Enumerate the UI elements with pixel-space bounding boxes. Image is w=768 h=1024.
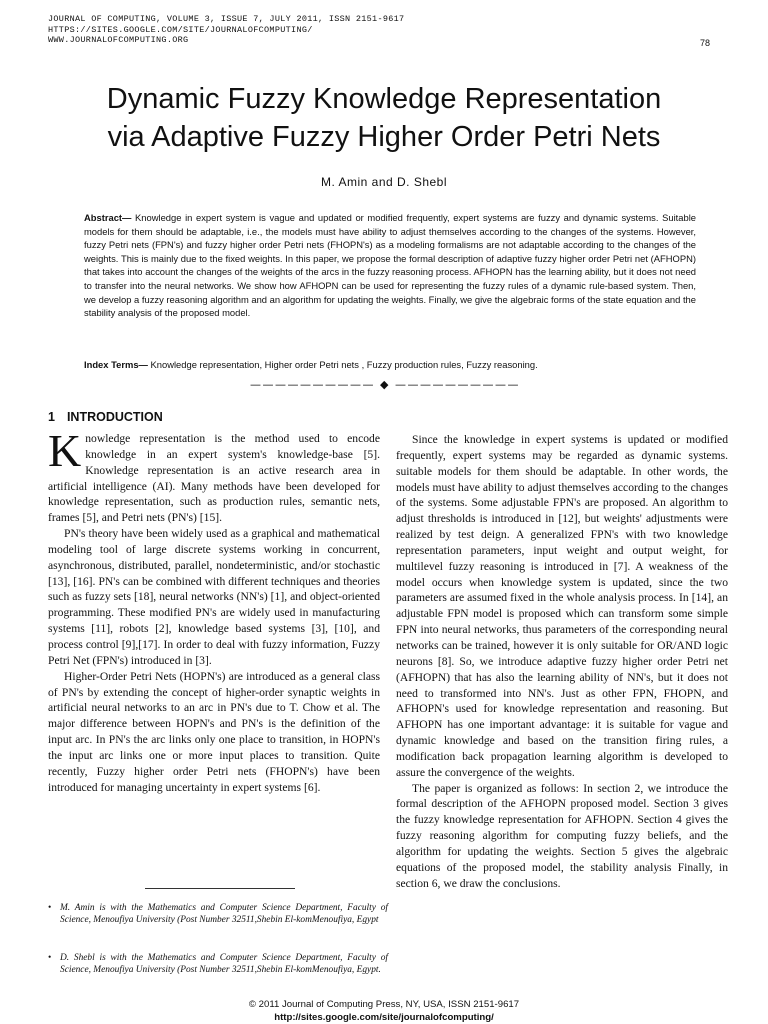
intro-paragraph-3: Higher-Order Petri Nets (HOPN's) are introduced as a general class of PN's by extending the concept of higher-order synaptic weights in artificial neural networks to an arc in PN's due to T. Chow et al. The major difference between HOPN's and PN's is the definition of the input arc. In PN's the arc links only one place to transition, in HOPN's the input arc links one or more input places to transition. Quite recently, Fuzzy higher order Petri nets (FHOPN's) have been introduced for managing uncertainty in expert systems [6]. (48, 669, 380, 794)
left-column (48, 425, 380, 795)
footnote-author-2-text: D. Shebl is with the Mathematics and Computer Science Department, Faculty of Science, Menoufiya University (Post Number 32511,Shebin El-komMenoufiya, Egypt. (60, 953, 388, 975)
index-terms-label: Index Terms— (84, 359, 148, 370)
footer-url: http://sites.google.com/site/journalofcomputing/ (274, 1012, 494, 1023)
intro-paragraph-4: Since the knowledge in expert systems is updated or modified frequently, expert systems may be regarded as dynamic systems. suitable models for them should be adaptable. In other words, the models must have ability to adjust themselves according to the changes of the systems. Some adjustable FPN's are proposed. An algorithm to adjust thresholds is introduced in [12], but weights' adjustments were realized by test deign. A generalized FPN's with two knowledge representation parameters, input weight and output weight, for multilevel fuzzy reasoning is introduced in [7]. A weakness of the model occurs when knowledge system is updated, since the two parameters are assumed fixed in the whole analysis process. In [14], an adjustable FPN model is proposed which can transform some simple FPN into neural networks, thus parameters of the corresponding neural networks can be trained, however it is only suitable for OR/AND logic neurons [8]. So, we introduce adaptive fuzzy higher order Petri net (AFHOPN) that has also the learning ability of NN's, but it does not need to transformed into NN's. Just as other FPN, FHOPN, and AFHOPN's used for knowledge representation and reasoning. But AFHOPN has one important advantage: it is suitable for vague and dynamic knowledge and based on the transition firing rules, a modification back propagation learning algorithm is developed to assure the convergence of the weights. (396, 433, 728, 779)
abstract-text: Knowledge in expert system is vague and updated or modified frequently, expert systems are fuzzy and dynamic systems. Suitable models for them should be adaptable, i.e., the models must have ability to adjust themselves according to the changes of the systems. However, fuzzy Petri nets (FPN's) and fuzzy higher order Petri nets (FHOPN's) as a modeling formalisms are not adaptable according to the changes of the weights. This is mainly due to the fixed weights. In this paper, we propose the formal description of adaptive fuzzy higher order Petri net (AFHOPN) that takes into account the changes of the weights of the arcs in the fuzzy reasoning process. AFHOPN has the learning ability, but it does not need to transfer into the neural networks. We show how AFHOPN can be used for representing the fuzzy rules of a dynamic rule-based system. Then, we develop a fuzzy reasoning algorithm and an algorithm for updating the weights. Finally, we give the algebraic forms of the state equation and the stability analysis of the proposed model. (84, 212, 696, 319)
page-number: 78 (699, 38, 710, 48)
footnote-author-2 (48, 952, 388, 976)
abstract (84, 211, 696, 320)
section-divider: —————————— ◆ —————————— (250, 378, 520, 391)
footnote-bullet: • (48, 903, 52, 913)
index-terms-text: Knowledge representation, Higher order Petri nets , Fuzzy production rules, Fuzzy reasoning. (147, 359, 538, 370)
authors: M. Amin and D. Shebl (320, 175, 448, 189)
abstract-label: Abstract— (84, 212, 132, 223)
footnote-bullet: • (48, 953, 52, 963)
footer-copyright: © 2011 Journal of Computing Press, NY, USA, ISSN 2151-9617 (248, 999, 520, 1010)
title-line-1: Dynamic Fuzzy Knowledge Representation (106, 83, 662, 115)
intro-paragraph-2: PN's theory have been widely used as a graphical and mathematical modeling tool of large discrete systems working in concurrent, asynchronous, distributed, parallel, nondeterministic, and/or stochastic [13], [16]. PN's can be combined with different techniques and theories such as fuzzy sets [18], neural networks (NN's) [1], and object-oriented programming. These modified PN's are widely used in manufacturing systems [11], robots [2], knowledge based systems [3], [10], and process control [9],[17]. In order to deal with fuzzy information, Fuzzy Petri Net (FPN's) introduced in [3]. (48, 527, 380, 667)
footnote-author-1 (48, 902, 388, 926)
intro-paragraph-1 (48, 425, 380, 526)
title-line-2: via Adaptive Fuzzy Higher Order Petri Nets (107, 121, 661, 153)
intro-paragraph-1-text: nowledge representation is the method used to encode knowledge in an expert system's knowledge-base [5]. Knowledge representation is an active research area in artificial intelligence (AI). Many methods have been developed for knowledge representation, such as production rules, semantic nets, frames [5], and Petri nets (PN's) [15]. (48, 432, 380, 525)
section-number: 1 (48, 410, 55, 424)
paper-title (40, 80, 728, 156)
journal-header-url: HTTPS://SITES.GOOGLE.COM/SITE/JOURNALOFCOMPUTING/ (48, 24, 313, 35)
page-footer (0, 998, 768, 1024)
footnote-author-1-text: M. Amin is with the Mathematics and Computer Science Department, Faculty of Science, Menoufiya University (Post Number 32511,Shebin El-komMenoufiya, Egypt (60, 903, 388, 925)
drop-cap: K (48, 425, 82, 476)
footnote-rule (145, 888, 295, 889)
journal-header-line: JOURNAL OF COMPUTING, VOLUME 3, ISSUE 7, JULY 2011, ISSN 2151-9617 (48, 14, 405, 24)
journal-header (48, 14, 568, 46)
section-title: INTRODUCTION (66, 410, 163, 424)
journal-header-website: WWW.JOURNALOFCOMPUTING.ORG (48, 35, 189, 45)
section-heading (48, 410, 378, 424)
right-column (396, 432, 728, 891)
intro-paragraph-5: The paper is organized as follows: In section 2, we introduce the formal description of the AFHOPN proposed model. Section 3 gives the fuzzy knowledge representation for AFHOPN. Section 4 gives the fuzzy reasoning algorithm for computing fuzzy beliefs, and the algorithm for updating the weights. Section 5 gives the algebraic equations of the proposed model, the stability analysis Finally, in section 6, we draw the conclusions. (396, 781, 728, 890)
index-terms (84, 358, 696, 371)
